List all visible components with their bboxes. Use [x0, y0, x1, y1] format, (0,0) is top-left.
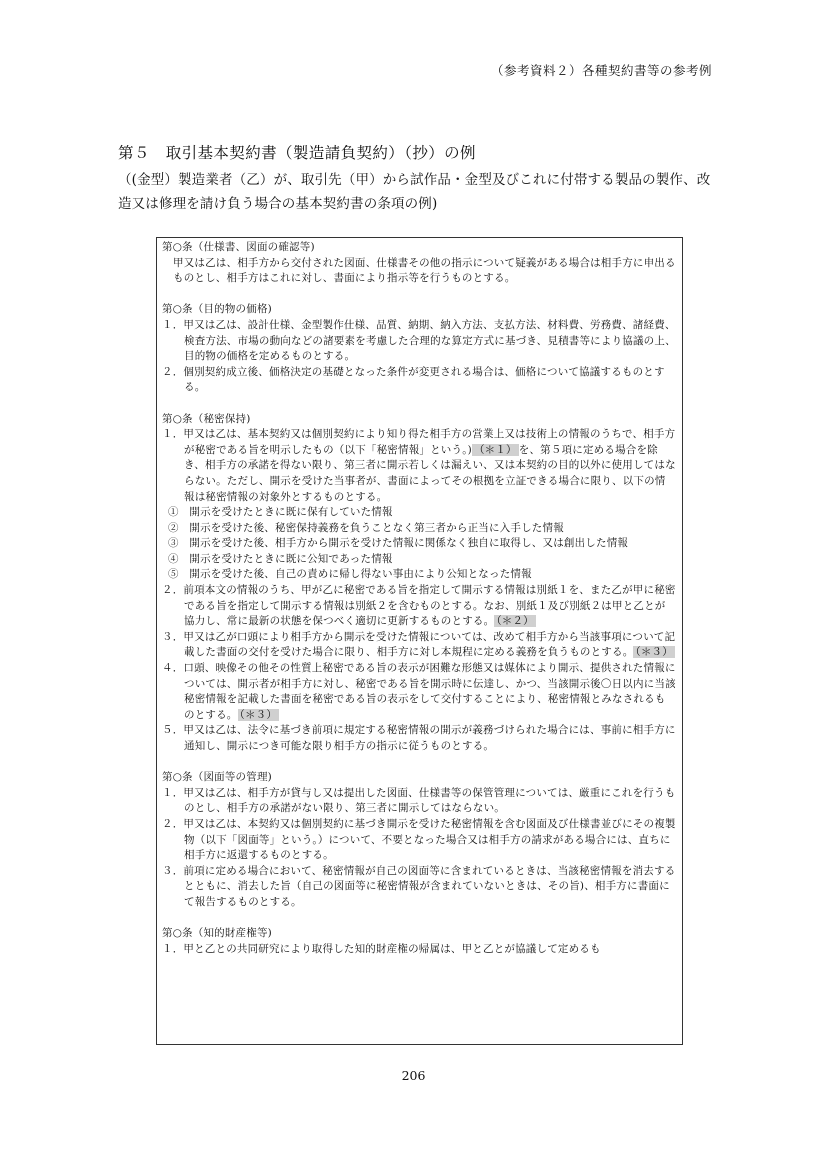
list-item: ⑤ 開示を受けた後、自己の責めに帰し得ない事由により公知となった情報	[168, 568, 532, 581]
clause-item: ３．前項に定める場合において、秘密情報が自己の図面等に含まれているときは、当該秘密情報を消去するとともに、消去した旨（自己の図面等に秘密情報が含まれていないときは、その旨)、相手方に書面にて報告するものとする。	[162, 864, 676, 908]
clause-item: １．甲又は乙は、相手方が貸与し又は提出した図面、仕様書等の保管管理については、厳重にこれを行うものとし、相手方の承諾がない限り、第三者に開示してはならない。	[162, 786, 676, 815]
clause-text: ２．前項本文の情報のうち、甲が乙に秘密である旨を指定して開示する情報は別紙１を、また乙が甲に秘密である旨を指定して開示する情報は別紙２を含むものとする。なお、別紙１及び別紙２は甲と乙とが協力し、常に最新の状態を保つべく適切に更新するものとする。	[162, 584, 676, 628]
list-item: ④ 開示を受けたときに既に公知であった情報	[168, 552, 393, 565]
footnote-marker: （＊３）	[239, 708, 278, 721]
clause-text: 甲又は乙は、相手方から交付された図面、仕様書その他の指示について疑義がある場合は相手方に申出るものとし、相手方はこれに対し、書面により指示等を行うものとする。	[173, 256, 676, 285]
section-heading: 第○条（知的財産権等)	[162, 927, 272, 940]
section-specifications	[162, 240, 676, 287]
section-confidentiality	[162, 412, 676, 755]
clause-item	[162, 630, 676, 661]
clause-item	[162, 583, 676, 630]
section-heading: 第○条（図面等の管理)	[162, 771, 272, 784]
page-number: 206	[401, 1068, 426, 1083]
clause-item: ２．個別契約成立後、価格決定の基礎となった条件が変更される場合は、価格について協議するものとする。	[162, 365, 665, 394]
footnote-marker: （＊１）	[473, 443, 517, 456]
clause-item: １．甲又は乙は、設計仕様、金型製作仕様、品質、納期、納入方法、支払方法、材料費、労務費、諸経費、検査方法、市場の動向などの諸要素を考慮した合理的な算定方式に基づき、見積書等により協議の上、目的物の価格を定めるものとする。	[162, 318, 676, 363]
clause-text: ４．口頭、映像その他その性質上秘密である旨の表示が困難な形態又は媒体により開示、提供された情報については、開示者が相手方に対し、秘密である旨を開示時に伝達し、かつ、当該開示後〇日以内に当該秘密情報を記載した書面を秘密である旨の表示をして交付することにより、秘密情報とみなされるものとする。	[162, 662, 676, 721]
clause-item	[162, 661, 676, 723]
footnote-marker: （＊３）	[635, 646, 673, 659]
list-item: ② 開示を受けた後、秘密保持義務を負うことなく第三者から正当に入手した情報	[168, 521, 564, 534]
document-reference-header: （参考資料２）各種契約書等の参考例	[490, 63, 712, 78]
clause-item: ２．甲又は乙は、本契約又は個別契約に基づき開示を受けた秘密情報を含む図面及び仕様書並びにその複製物（以下「図面等」という。）について、不要となった場合又は相手方の請求がある場合には、直ちに相手方に返還するものとする。	[162, 817, 676, 862]
section-heading: 第○条（目的物の価格)	[162, 303, 272, 316]
list-item: ① 開示を受けたときに既に保有していた情報	[168, 506, 393, 519]
section-drawings-management	[162, 770, 676, 910]
clause-item	[162, 427, 676, 505]
section-intellectual-property	[162, 926, 676, 957]
section-heading: 第○条（仕様書、図面の確認等)	[162, 241, 315, 253]
page-subtitle: （(金型）製造業者（乙）が、取引先（甲）から試作品・金型及びこれに付帯する製品の製作、改造又は修理を請け負う場合の基本契約書の条項の例)	[118, 172, 711, 212]
footnote-marker: （＊２）	[496, 615, 534, 628]
clause-item: ５．甲又は乙は、法令に基づき前項に規定する秘密情報の開示が義務づけられた場合には、事前に相手方に通知し、開示につき可能な限り相手方の指示に従うものとする。	[162, 724, 676, 752]
section-price	[162, 302, 676, 396]
clause-text: １．甲又は乙は、基本契約又は個別契約により知り得た相手方の営業上又は技術上の情報のうちで、相手方が秘密である旨を明示したもの（以下「秘密情報」という。)	[162, 428, 676, 456]
contract-clauses-box	[156, 237, 683, 1045]
list-item: ③ 開示を受けた後、相手方から開示を受けた情報に関係なく独自に取得し、又は創出した情報	[168, 537, 629, 550]
clause-item: １．甲と乙との共同研究により取得した知的財産権の帰属は、甲と乙とが協議して定めるも	[162, 942, 601, 955]
clause-text: ３．甲又は乙が口頭により相手方から開示を受けた情報については、改めて相手方から当該事項について記載した書面の交付を受けた場合に限り、相手方に対し本規程に定める義務を負うものとする。	[162, 630, 676, 659]
clause-text: を、第５項に定める場合を除き、相手方の承諾を得ない限り、第三者に開示若しくは漏えい、又は本契約の目的以外に使用してはならない。ただし、開示を受けた当事者が、書面によってその根拠を立証できる場合に限り、以下の情報は秘密情報の対象外とするものとする。	[184, 443, 676, 503]
page-title: 第５ 取引基本契約書（製造請負契約）（抄）の例	[118, 144, 476, 162]
section-heading: 第○条（秘密保持)	[162, 412, 251, 425]
